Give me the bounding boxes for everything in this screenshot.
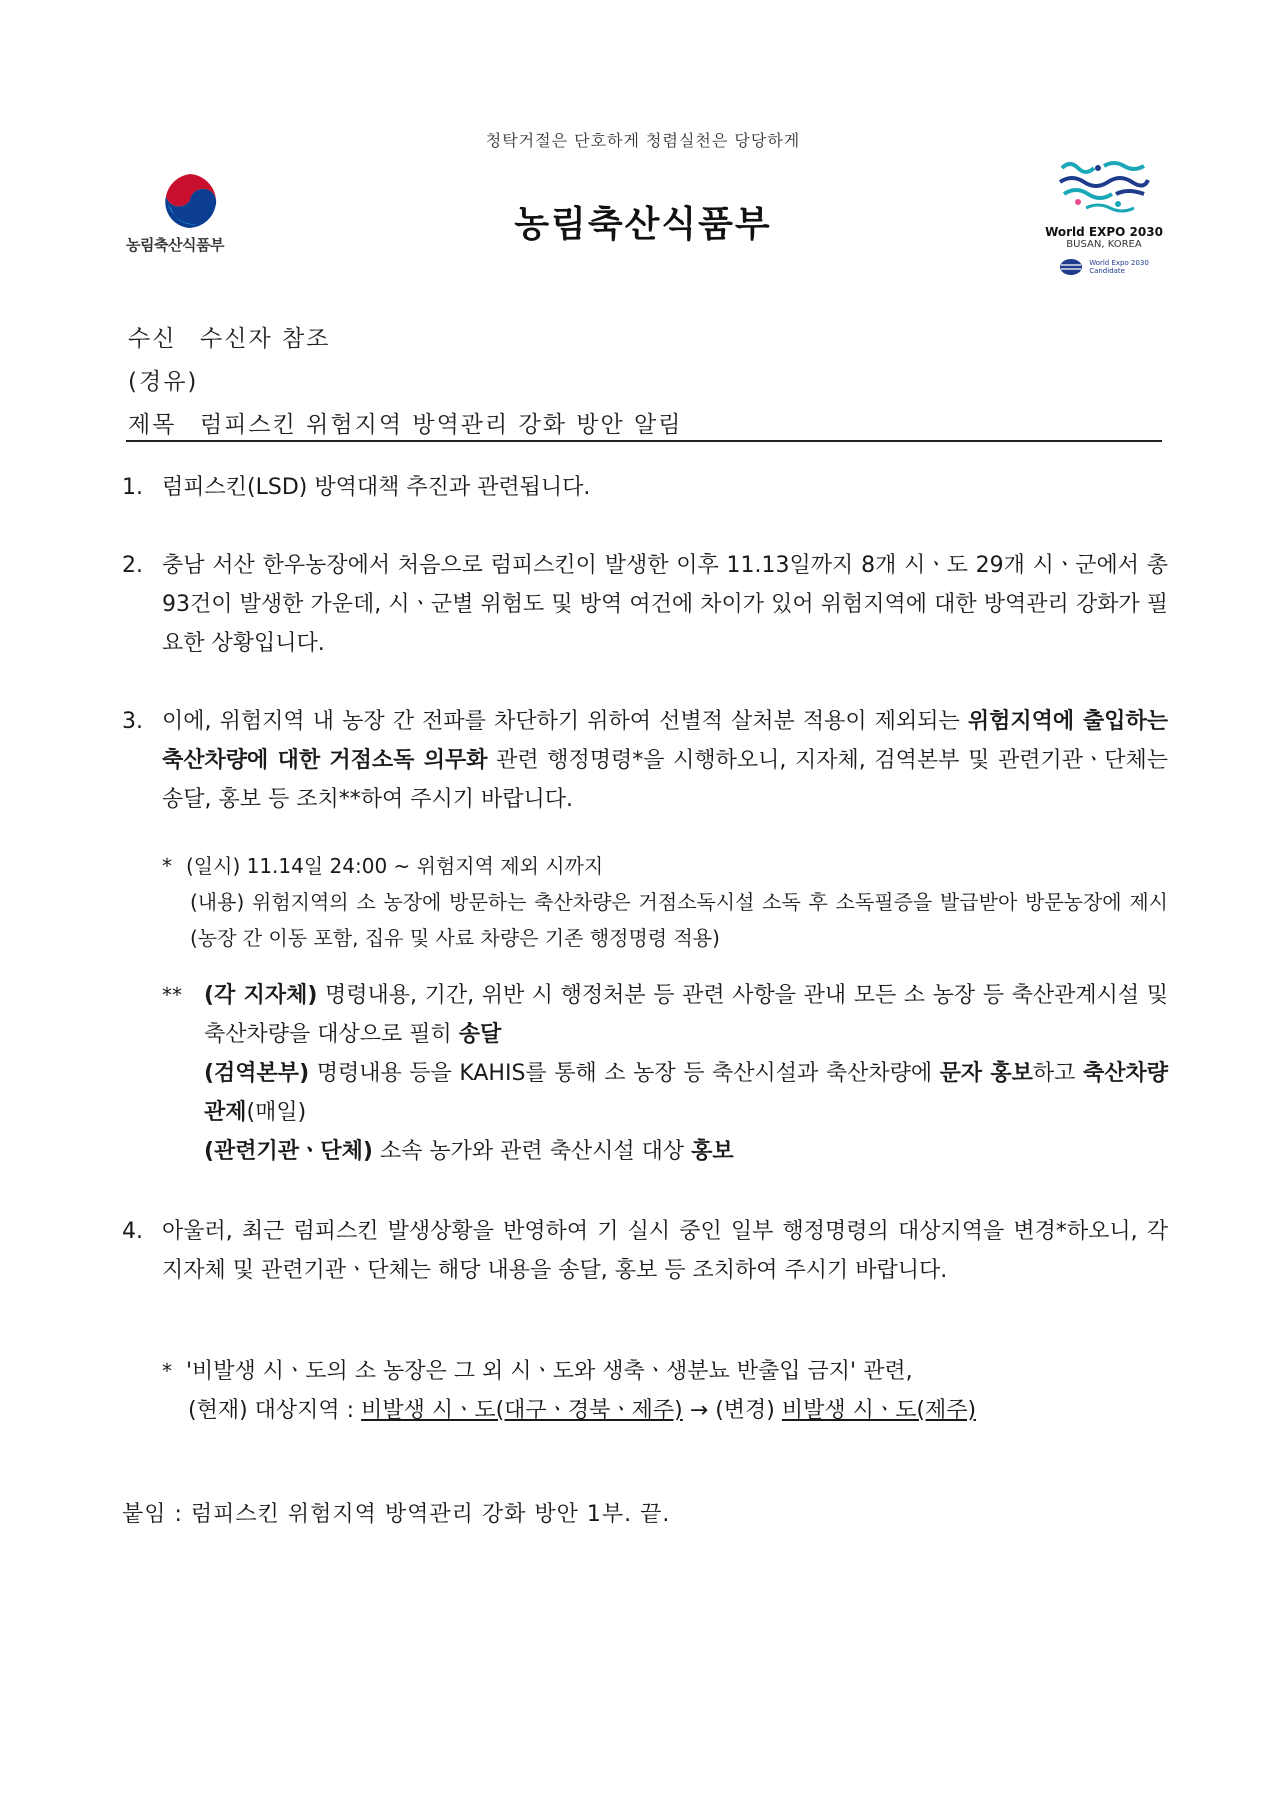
paragraph-text-part: 이에, 위험지역 내 농장 간 전파를 차단하기 위하여 선별적 살처분 적용이 제외되는 bbox=[162, 709, 960, 734]
globe-icon bbox=[1059, 258, 1083, 276]
expo-title: World EXPO 2030 bbox=[1045, 225, 1163, 239]
note-text: (매일) bbox=[246, 1100, 307, 1125]
note-double-star bbox=[162, 976, 1168, 1171]
note-label: (관련기관ㆍ단체) bbox=[204, 1139, 373, 1164]
note-marker: * bbox=[162, 854, 172, 878]
ministry-title: 농림축산식품부 bbox=[514, 204, 772, 245]
note-label: (각 지자체) bbox=[204, 983, 318, 1008]
note-text: → (변경) bbox=[682, 1398, 782, 1423]
note-bold-text: 송달 bbox=[458, 1022, 502, 1047]
note-organizations bbox=[204, 1132, 1168, 1171]
subject-value: 럼피스킨 위험지역 방역관리 강화 방안 알림 bbox=[200, 412, 683, 438]
paragraph-number: 4. bbox=[122, 1219, 143, 1244]
paragraph-text bbox=[162, 702, 1168, 819]
world-expo-logo bbox=[1034, 158, 1174, 276]
recipient-value: 수신자 참조 bbox=[200, 326, 331, 352]
paragraph-number: 2. bbox=[122, 553, 143, 578]
note-single-star bbox=[162, 848, 1168, 956]
subject-row bbox=[128, 406, 682, 439]
note-region-line bbox=[188, 1391, 1168, 1430]
note-text: 명령내용, 기간, 위반 시 행정처분 등 관련 사항을 관내 모든 소 농장 등 축산관계시설 및 축산차량을 대상으로 필히 bbox=[204, 983, 1168, 1047]
paragraph-text: 아울러, 최근 럼피스킨 발생상황을 반영하여 기 실시 중인 일부 행정명령의 대상지역을 변경*하오니, 각 지자체 및 관련기관ㆍ단체는 해당 내용을 송달, 홍보 등 조치하여 주시기 바랍니다. bbox=[162, 1219, 1168, 1283]
header-divider bbox=[126, 440, 1162, 442]
paragraph-bold-text: 위험지역에 출입하는 축산차량에 대한 거점소독 의무화 bbox=[162, 709, 1168, 773]
note-bold-text: 문자 홍보 bbox=[939, 1061, 1033, 1086]
paragraph-text-part: 관련 행정명령*을 시행하오니, 지자체, 검역본부 및 관련기관ㆍ단체는 송달, 홍보 등 조치**하여 주시기 바랍니다. bbox=[162, 748, 1168, 812]
note-quarantine bbox=[204, 1054, 1168, 1132]
paragraph-number: 3. bbox=[122, 709, 143, 734]
paragraph-1 bbox=[122, 468, 1168, 507]
note-marker: * bbox=[162, 1359, 172, 1383]
note-local-gov bbox=[204, 976, 1168, 1054]
note-text: 소속 농가와 관련 축산시설 대상 bbox=[372, 1139, 692, 1164]
note-label: (검역본부) bbox=[204, 1061, 310, 1086]
note-text: (현재) 대상지역 : bbox=[188, 1398, 362, 1423]
paragraph-4 bbox=[122, 1212, 1168, 1290]
expo-candidate-line2: Candidate bbox=[1089, 267, 1125, 275]
note-line: (내용) 위험지역의 소 농장에 방문하는 축산차량은 거점소독시설 소독 후 소독필증을 발급받아 방문농장에 제시(농장 간 이동 포함, 집유 및 사료 차량은 기존 행정명령 적용) bbox=[190, 890, 1168, 950]
expo-candidate bbox=[1034, 258, 1174, 276]
note-line: (일시) 11.14일 24:00 ~ 위험지역 제외 시까지 bbox=[186, 854, 604, 878]
subject-label: 제목 bbox=[128, 412, 177, 438]
expo-wave-icon bbox=[1058, 158, 1150, 220]
note-text: 하고 bbox=[1032, 1061, 1083, 1086]
changed-region: 비발생 시ㆍ도(제주) bbox=[781, 1398, 977, 1423]
paragraph-3 bbox=[122, 702, 1168, 819]
note-bold-text: 축산차량 관제 bbox=[204, 1061, 1169, 1125]
paragraph-text: 럼피스킨(LSD) 방역대책 추진과 관련됩니다. bbox=[162, 475, 591, 500]
expo-subtitle: BUSAN, KOREA bbox=[1066, 239, 1142, 250]
via-label: (경유) bbox=[128, 369, 199, 395]
note-region-change bbox=[162, 1352, 1168, 1430]
attachment-line: 붙임 : 럼피스킨 위험지역 방역관리 강화 방안 1부. 끝. bbox=[122, 1502, 671, 1527]
note-text: 명령내용 등을 KAHIS를 통해 소 농장 등 축산시설과 축산차량에 bbox=[309, 1061, 940, 1086]
expo-candidate-line1: World Expo 2030 bbox=[1089, 259, 1149, 267]
paragraph-2 bbox=[122, 546, 1168, 663]
note-bold-text: 홍보 bbox=[691, 1139, 734, 1164]
note-line: '비발생 시ㆍ도의 소 농장은 그 외 시ㆍ도와 생축ㆍ생분뇨 반출입 금지' 관련, bbox=[186, 1359, 913, 1384]
logo-text: 농림축산식품부 bbox=[126, 236, 224, 254]
paragraph-number: 1. bbox=[122, 475, 143, 500]
note-marker: ** bbox=[162, 983, 182, 1007]
via-row bbox=[128, 363, 198, 396]
recipient-row bbox=[128, 320, 330, 353]
recipient-label: 수신 bbox=[128, 326, 177, 352]
current-region: 비발생 시ㆍ도(대구ㆍ경북ㆍ제주) bbox=[361, 1398, 683, 1423]
paragraph-text: 충남 서산 한우농장에서 처음으로 럼피스킨이 발생한 이후 11.13일까지 8개 시ㆍ도 29개 시ㆍ군에서 총 93건이 발생한 가운데, 시ㆍ군별 위험도 및 방역 여건에 차이가 있어 위험지역에 대한 방역관리 강화가 필요한 상황입니다. bbox=[162, 553, 1168, 656]
slogan: 청탁거절은 단호하게 청렴실천은 당당하게 bbox=[485, 131, 801, 150]
